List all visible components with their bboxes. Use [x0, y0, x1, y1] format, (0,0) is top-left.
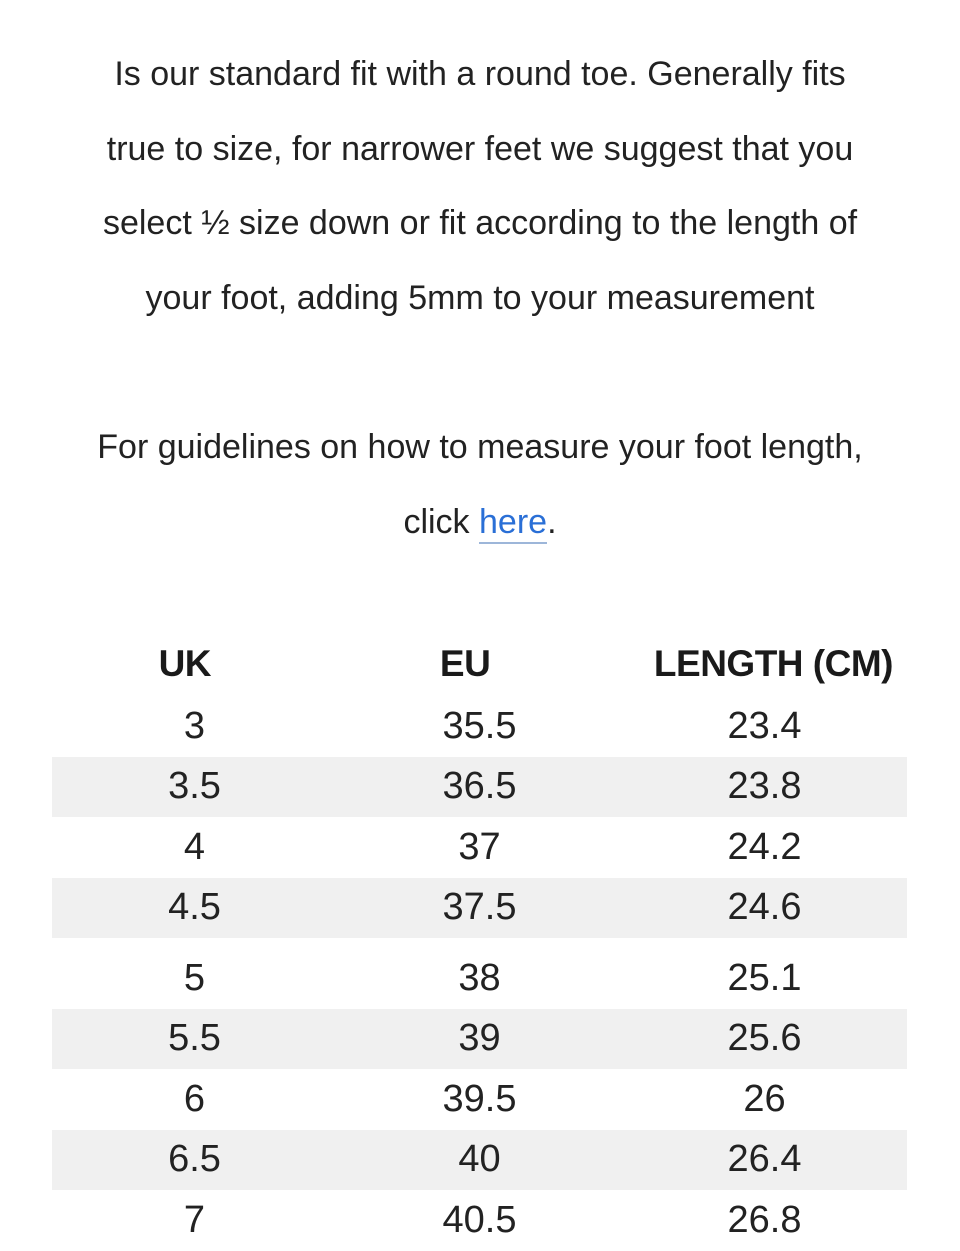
eu-size-cell: 37.5: [442, 886, 517, 929]
length-cell: 24.6: [727, 886, 802, 929]
table-row: [52, 1009, 907, 1070]
table-spacer: [52, 938, 907, 948]
table-row: [52, 948, 907, 1009]
length-cell: 26: [743, 1077, 786, 1120]
measure-guide-suffix: .: [547, 502, 557, 541]
fit-description: [40, 37, 920, 335]
eu-size-cell: 40.5: [442, 1198, 517, 1241]
length-cell: 26.4: [727, 1138, 802, 1181]
header-uk: UK: [158, 643, 212, 684]
table-row: [52, 1130, 907, 1191]
eu-size-cell: 40: [458, 1138, 501, 1181]
length-cell: 25.1: [727, 956, 802, 999]
length-cell: 26.8: [727, 1198, 802, 1241]
length-cell: 25.6: [727, 1017, 802, 1060]
measure-guide-link[interactable]: here: [479, 503, 547, 544]
fit-description-line-2: true to size, for narrower feet we suggest that you: [106, 129, 854, 168]
uk-size-cell: 4: [183, 825, 206, 868]
table-row: [52, 696, 907, 757]
uk-size-cell: 3.5: [168, 765, 221, 808]
header-eu: EU: [439, 643, 491, 684]
uk-size-cell: 7: [183, 1198, 206, 1241]
eu-size-cell: 39: [458, 1017, 501, 1060]
table-row: [52, 817, 907, 878]
table-row: [52, 757, 907, 818]
header-length: LENGTH (CM): [653, 643, 893, 684]
uk-size-cell: 3: [183, 704, 206, 747]
measure-guide-prefix: click: [403, 502, 480, 541]
table-row: [52, 1069, 907, 1130]
table-row: [52, 1190, 907, 1251]
fit-description-line-1: Is our standard fit with a round toe. Generally fits: [114, 55, 846, 93]
uk-size-cell: 4.5: [168, 886, 221, 929]
size-chart-table: [52, 632, 907, 1251]
measure-guide-line: For guidelines on how to measure your foot length,: [97, 428, 863, 466]
length-cell: 23.8: [727, 765, 802, 808]
fit-description-line-3: select ½ size down or fit according to the length of: [102, 204, 858, 242]
uk-size-cell: 5.5: [168, 1017, 221, 1060]
measure-guide-text: [40, 410, 920, 559]
eu-size-cell: 36.5: [442, 765, 517, 808]
uk-size-cell: 6: [183, 1077, 206, 1120]
length-cell: 24.2: [727, 825, 802, 868]
eu-size-cell: 39.5: [442, 1077, 517, 1120]
uk-size-cell: 6.5: [168, 1138, 221, 1181]
length-cell: 23.4: [727, 704, 802, 747]
eu-size-cell: 37: [458, 825, 501, 868]
fit-description-line-4: your foot, adding 5mm to your measurement: [145, 278, 815, 317]
eu-size-cell: 38: [458, 956, 501, 999]
size-chart-header-row: [52, 632, 907, 696]
table-row: [52, 878, 907, 939]
uk-size-cell: 5: [183, 956, 206, 999]
eu-size-cell: 35.5: [442, 704, 517, 747]
